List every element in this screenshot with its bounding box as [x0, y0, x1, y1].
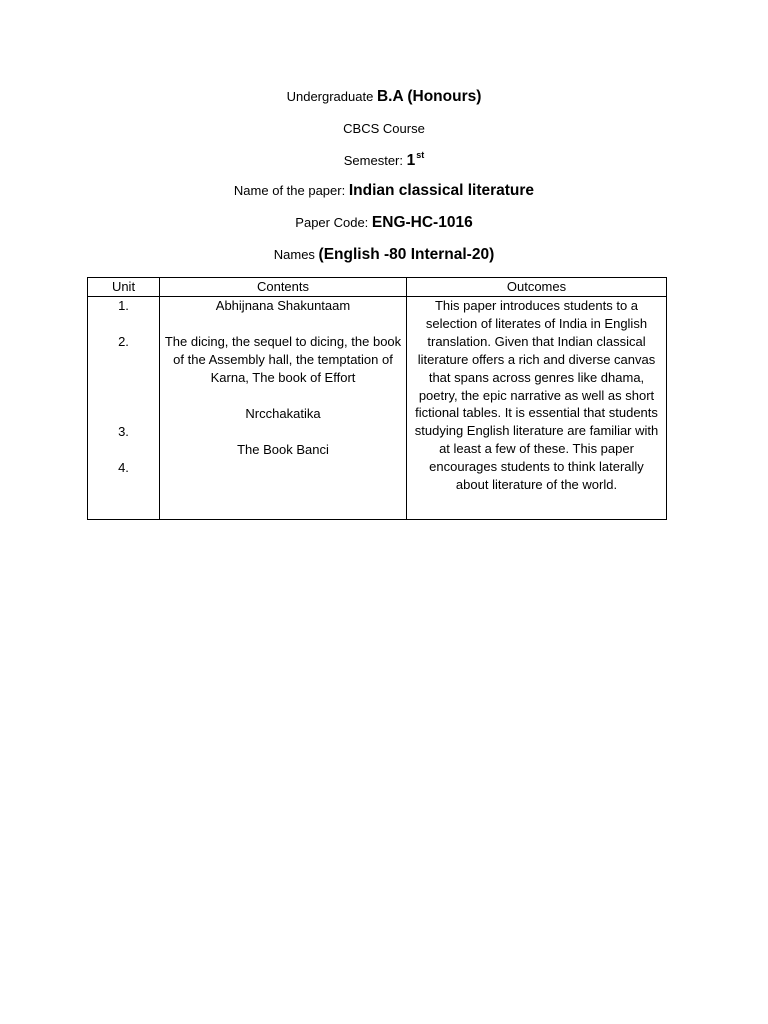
paper-name-value: Indian classical literature [348, 182, 535, 199]
table-header-row [88, 278, 667, 297]
content-item-3: Nrcchakatika [245, 405, 321, 421]
programme-line [0, 88, 768, 106]
paper-code-label: Paper Code: [295, 215, 372, 230]
semester-label: Semester: [343, 153, 407, 168]
semester-value: 1 [406, 152, 416, 169]
marks-label: Names [273, 247, 319, 262]
outcomes-column-header: Outcomes [407, 278, 667, 297]
semester-line [0, 150, 768, 170]
paper-code-value: ENG-HC-1016 [371, 214, 473, 231]
syllabus-table [87, 277, 667, 520]
unit-number-1: 1. [118, 298, 129, 313]
semester-suffix: st [416, 150, 425, 160]
paper-name-label: Name of the paper: [233, 183, 349, 198]
content-item-4: The Book Banci [237, 441, 329, 457]
programme-prefix: Undergraduate [286, 89, 377, 104]
unit-cell [88, 297, 160, 520]
outcomes-text: This paper introduces students to a selection of literates of India in English translation. Given that Indian classical literature offers a rich and diverse canvas that spans across genres like dhama, poetry, the epic narrative as well as short fictional tables. It is essential that students studying English literature are familiar with at least a few of these. This paper encourages students to think laterally about literature of the world. [414, 298, 659, 493]
content-item-1: Abhijnana Shakuntaam [215, 298, 351, 313]
unit-number-3: 3. [118, 423, 129, 439]
unit-column-header: Unit [88, 278, 160, 297]
paper-name-line [0, 182, 768, 200]
contents-column-header: Contents [160, 278, 407, 297]
paper-code-line [0, 214, 768, 232]
content-item-2: The dicing, the sequel to dicing, the book of the Assembly hall, the temptation of Karna, The book of Effort [164, 333, 402, 385]
unit-number-4: 4. [118, 459, 129, 475]
table-row [88, 297, 667, 520]
course-type-line: CBCS Course [343, 121, 425, 136]
contents-cell [160, 297, 407, 520]
marks-value: (English -80 Internal-20) [318, 246, 495, 263]
outcomes-cell [407, 297, 667, 520]
unit-number-2: 2. [118, 333, 129, 349]
marks-line [0, 246, 768, 264]
programme-title: B.A (Honours) [376, 88, 482, 105]
